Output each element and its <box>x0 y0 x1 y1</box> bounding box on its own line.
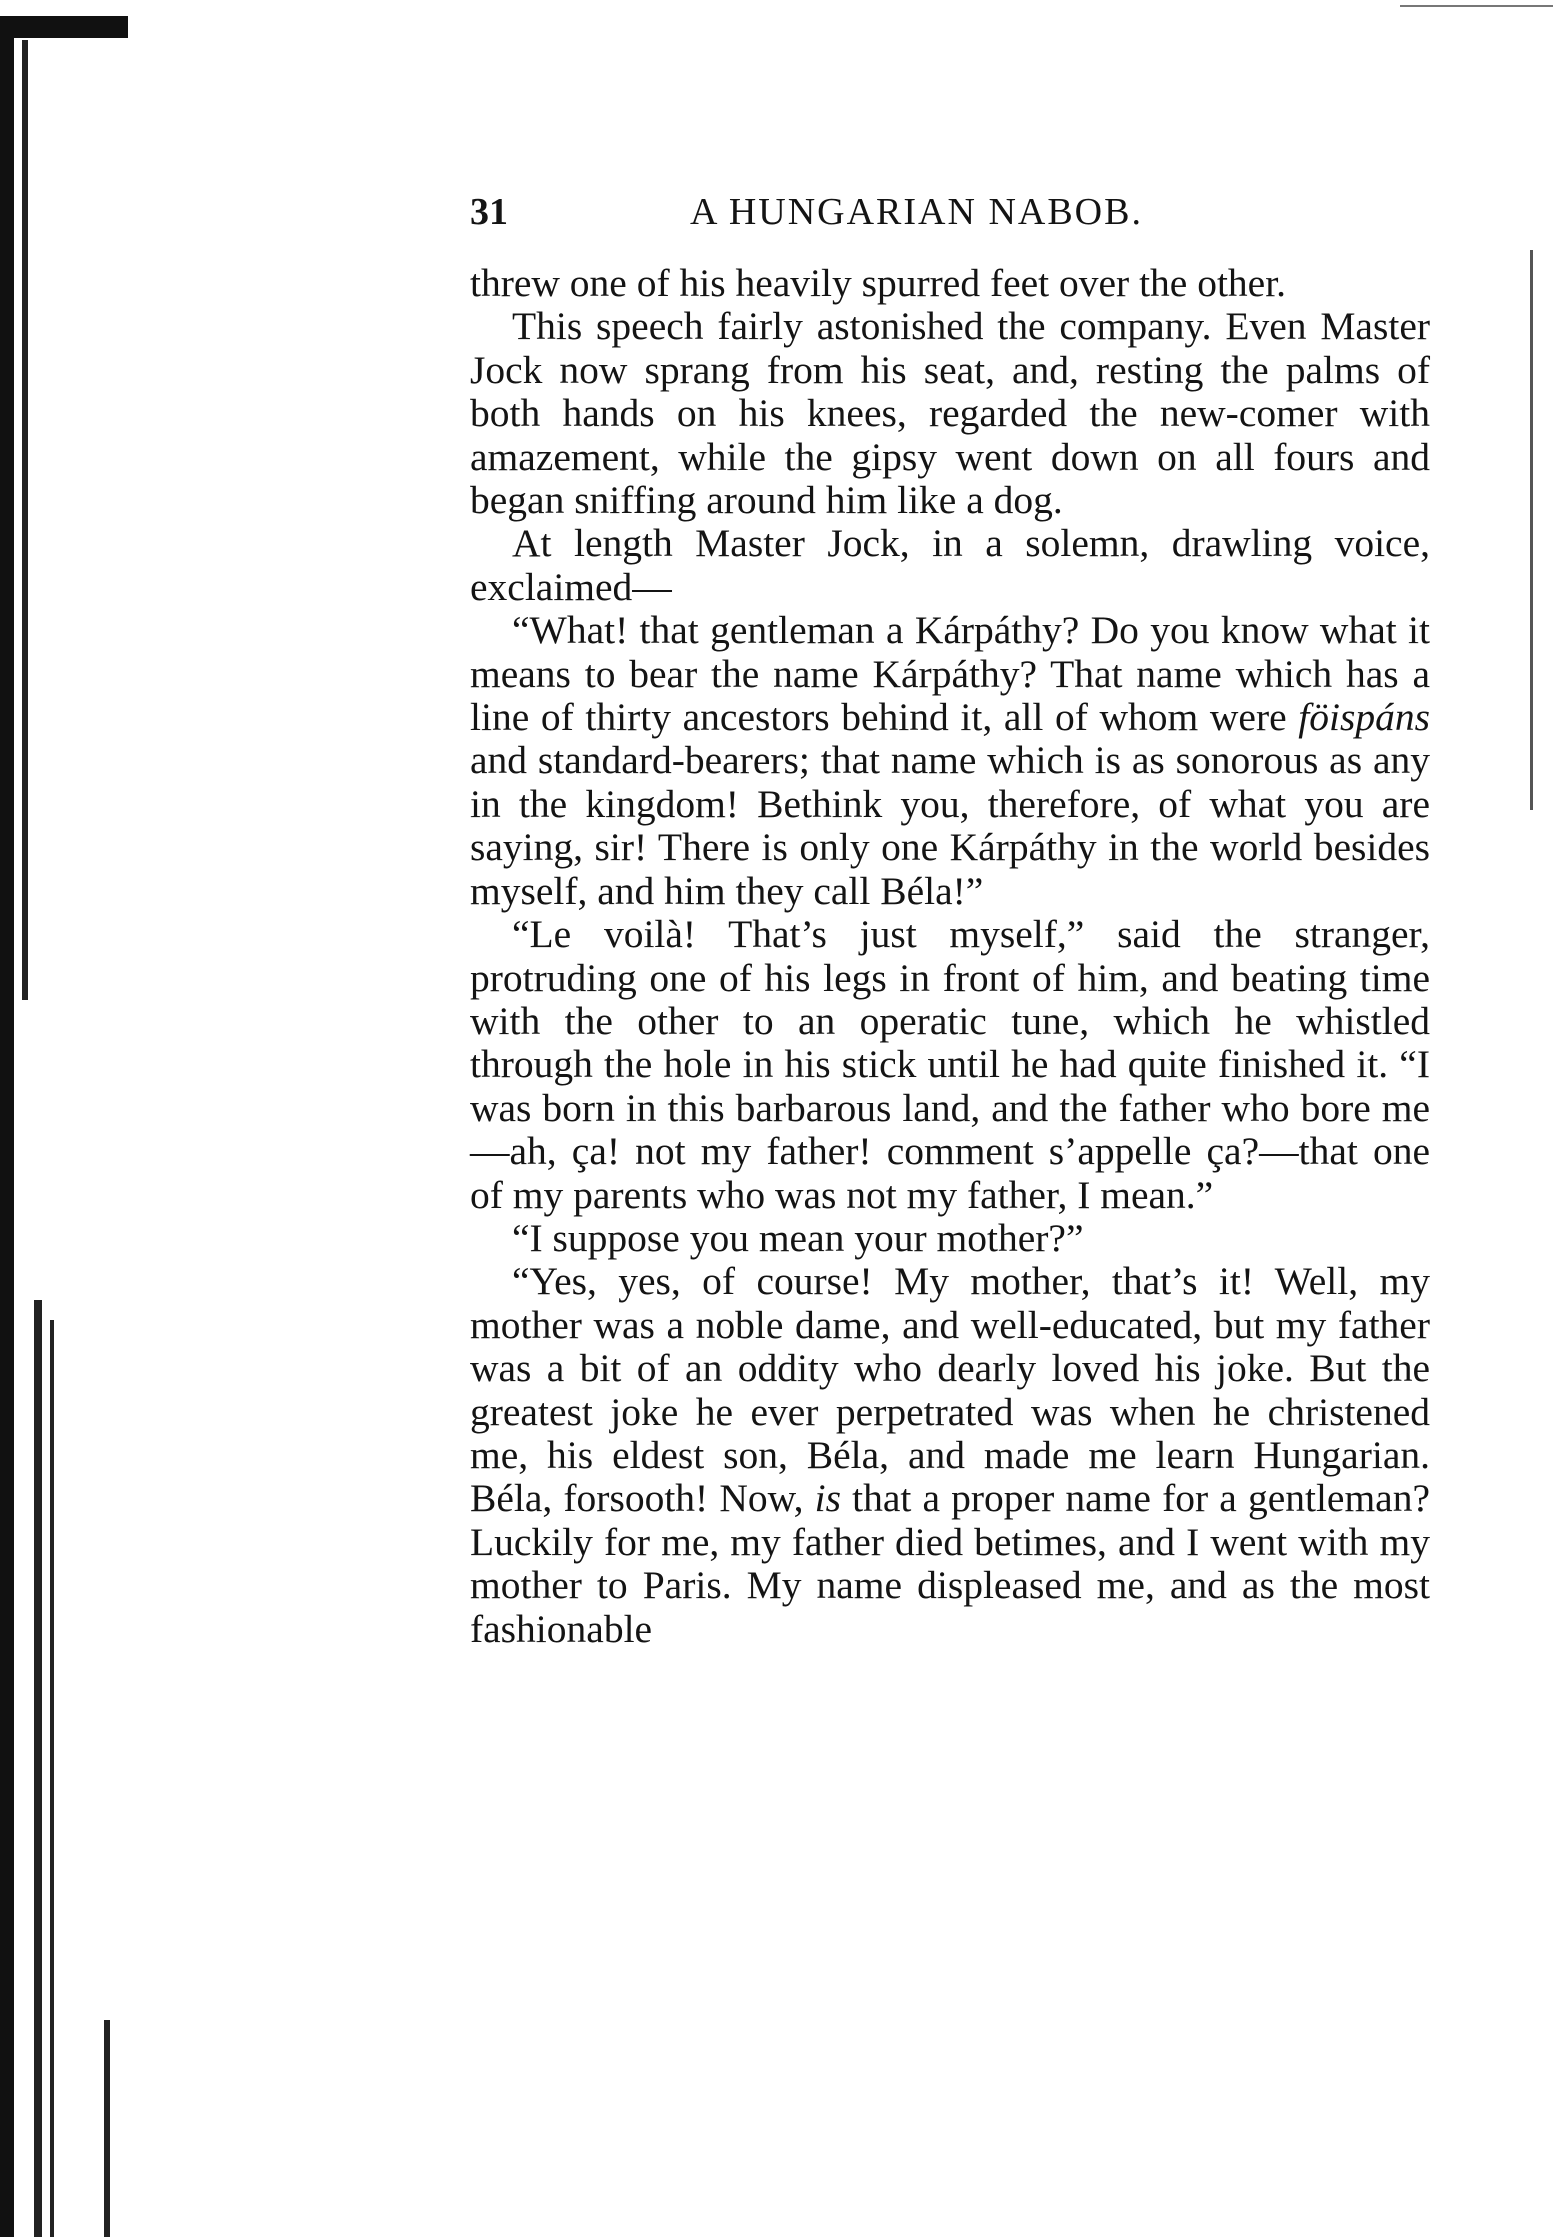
body-text <box>470 262 1430 1651</box>
running-title: A HUNGARIAN NABOB. <box>690 191 1143 233</box>
scan-stripe <box>22 40 28 1000</box>
paragraph: threw one of his heavily spurred feet over the other. <box>470 261 1287 305</box>
scan-edge-top <box>0 16 128 38</box>
running-head <box>470 190 1430 250</box>
paragraph: “Le voilà! That’s just myself,” said the stranger, protruding one of his legs in front of him, and beating time with the other to an operatic tune, which he whistled through the hole in his stick until he had quite finished it. “I was born in this barbarous land, and the father who bore me—ah, ça! not my father! comment s’appelle ça?—that one of my parents who was not my father, I mean.” <box>470 912 1430 1217</box>
italic-word: is <box>814 1476 841 1521</box>
italic-word: föispáns <box>1298 695 1430 740</box>
paragraph: “I suppose you mean your mother?” <box>512 1215 1084 1260</box>
paragraph: At length Master Jock, in a solemn, drawling voice, exclaimed— <box>470 521 1430 609</box>
scan-top-rule <box>1400 5 1553 7</box>
book-page <box>470 190 1430 1651</box>
paragraph <box>470 1260 1430 1651</box>
scan-stripe <box>104 2020 110 2237</box>
scan-stripe <box>50 1320 54 2237</box>
paragraph <box>470 609 1430 913</box>
text-run: that a proper name for a gentleman? Luckily for me, my father died betimes, and I went with my mother to Paris. My name displeased me, and as the most fashionable <box>470 1476 1430 1651</box>
page-number: 31 <box>470 191 508 233</box>
text-run: “What! that gentleman a Kárpáthy? Do you know what it means to bear the name Kárpáthy? That name which has a line of thirty ancestors behind it, all of whom were <box>470 608 1430 740</box>
scan-stripe <box>1530 250 1533 810</box>
scan-stripe <box>34 1300 42 2237</box>
paragraph: This speech fairly astonished the company. Even Master Jock now sprang from his seat, and, resting the palms of both hands on his knees, regarded the new-comer with amazement, while the gipsy went down on all fours and began sniffing around him like a dog. <box>470 304 1430 523</box>
text-run: “Yes, yes, of course! My mother, that’s it! Well, my mother was a noble dame, and well-educated, but my father was a bit of an oddity who dearly loved his joke. But the greatest joke he ever perpetrated was when he christened me, his eldest son, Béla, and made me learn Hungarian. Béla, forsooth! Now, <box>470 1259 1430 1521</box>
scan-edge-left <box>0 16 14 2237</box>
text-run: and standard-bearers; that name which is as sonorous as any in the kingdom! Bethink you, therefore, of what you are saying, sir! There is only one Kárpáthy in the world besides myself, and him they call Béla!” <box>470 738 1430 913</box>
